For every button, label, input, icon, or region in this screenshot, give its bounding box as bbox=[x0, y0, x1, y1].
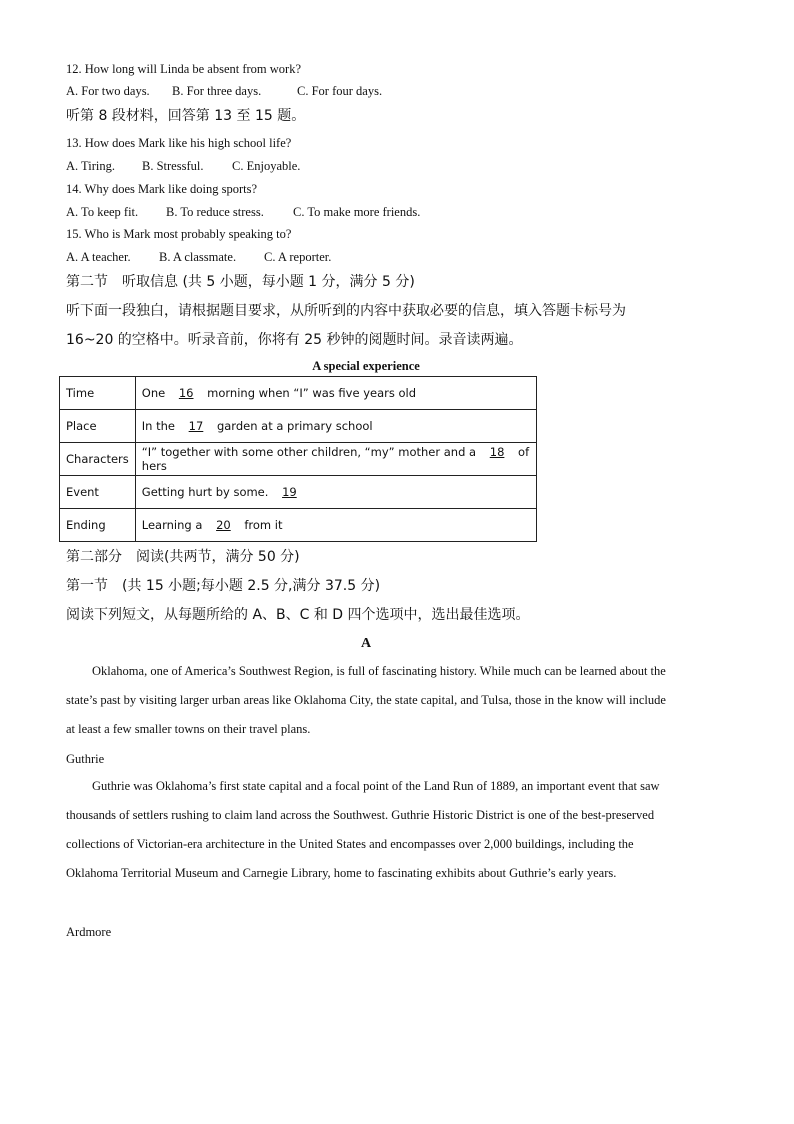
row-value-place bbox=[135, 410, 536, 443]
subheading-guthrie: Guthrie bbox=[66, 752, 105, 766]
row-label-ending: Ending bbox=[60, 509, 136, 542]
option-a: A. To keep fit. bbox=[66, 205, 139, 219]
cell-text: garden at a primary school bbox=[216, 419, 373, 433]
part-2-header: 第二节 听取信息 (共 5 小题，每小题 1 分，满分 5 分) bbox=[66, 274, 415, 290]
question-14: 14. Why does Mark like doing sports? bbox=[66, 182, 258, 196]
option-c: C. A reporter. bbox=[264, 250, 332, 264]
question-15: 15. Who is Mark most probably speaking to? bbox=[66, 227, 292, 241]
cell-text: One bbox=[141, 386, 166, 400]
option-b: B. For three days. bbox=[172, 84, 262, 98]
table-title: A special experience bbox=[312, 359, 420, 373]
cell-text: morning when “I” was five years old bbox=[207, 386, 417, 400]
part-2-instruction-line-1: 听下面一段独白，请根据题目要求，从所听到的内容中获取必要的信息，填入答题卡标号为 bbox=[66, 303, 626, 319]
cell-text: Learning a bbox=[141, 518, 203, 532]
row-label-event: Event bbox=[60, 476, 136, 509]
option-a: A. For two days. bbox=[66, 84, 150, 98]
subheading-ardmore: Ardmore bbox=[66, 925, 112, 939]
option-c: C. For four days. bbox=[297, 84, 383, 98]
question-13-options bbox=[66, 158, 300, 174]
table-row bbox=[60, 443, 537, 476]
blank-17[interactable]: 17 bbox=[188, 419, 204, 433]
question-14-options bbox=[66, 204, 420, 220]
row-label-place: Place bbox=[60, 410, 136, 443]
row-label-time: Time bbox=[60, 377, 136, 410]
option-c: C. To make more friends. bbox=[293, 205, 421, 219]
part-2-instruction-line-2: 16~20 的空格中。听录音前，你将有 25 秒钟的阅题时间。录音读两遍。 bbox=[66, 332, 523, 348]
option-b: B. Stressful. bbox=[142, 159, 204, 173]
row-value-event bbox=[135, 476, 536, 509]
table-row bbox=[60, 509, 537, 542]
blank-18[interactable]: 18 bbox=[489, 445, 505, 459]
reading-instruction: 阅读下列短文，从每题所给的 A、B、C 和 D 四个选项中，选出最佳选项。 bbox=[66, 607, 530, 623]
cell-text: In the bbox=[141, 419, 175, 433]
cell-text: from it bbox=[244, 518, 283, 532]
passage-letter: A bbox=[360, 636, 372, 651]
row-value-ending bbox=[135, 509, 536, 542]
row-value-time bbox=[135, 377, 536, 410]
question-13: 13. How does Mark like his high school life? bbox=[66, 136, 292, 150]
option-a: A. A teacher. bbox=[66, 250, 131, 264]
option-b: B. A classmate. bbox=[159, 250, 237, 264]
section-8-instruction: 听第 8 段材料，回答第 13 至 15 题。 bbox=[66, 108, 306, 124]
experience-table bbox=[59, 376, 537, 542]
passage-paragraph-1: Oklahoma, one of America’s Southwest Region, is full of fascinating history. While much can be learned about the state’s past by visiting larger urban areas like Oklahoma City, the state capital, and Tulsa, those in the know will include at least a few smaller towns on their travel plans. bbox=[66, 664, 666, 736]
blank-19[interactable]: 19 bbox=[282, 485, 297, 499]
blank-20[interactable]: 20 bbox=[216, 518, 231, 532]
question-12-options bbox=[66, 83, 382, 99]
option-b: B. To reduce stress. bbox=[166, 205, 264, 219]
cell-text: Getting hurt by some. bbox=[141, 485, 269, 499]
section-1-header: 第一节 (共 15 小题;每小题 2.5 分,满分 37.5 分) bbox=[66, 578, 381, 594]
option-a: A. Tiring. bbox=[66, 159, 115, 173]
reading-part-header: 第二部分 阅读(共两节，满分 50 分) bbox=[66, 549, 300, 565]
cell-text: “I” together with some other children, “my” mother and a bbox=[141, 445, 477, 459]
row-value-characters bbox=[135, 443, 536, 476]
table-row bbox=[60, 410, 537, 443]
table-row bbox=[60, 377, 537, 410]
cell-text: of hers bbox=[141, 445, 530, 473]
question-15-options bbox=[66, 249, 331, 265]
row-label-characters: Characters bbox=[60, 443, 136, 476]
blank-16[interactable]: 16 bbox=[178, 386, 194, 400]
table-row bbox=[60, 476, 537, 509]
question-12: 12. How long will Linda be absent from work? bbox=[66, 62, 302, 76]
option-c: C. Enjoyable. bbox=[232, 159, 301, 173]
passage-paragraph-2: Guthrie was Oklahoma’s first state capital and a focal point of the Land Run of 1889, an important event that saw thousands of settlers rushing to claim land across the Southwest. Guthrie Historic District is one of the best-preserved collections of Victorian-era architecture in the United States and encompasses over 2,000 buildings, including the Oklahoma Territorial Museum and Carnegie Library, home to fascinating exhibits about Guthrie’s early years. bbox=[66, 779, 660, 880]
